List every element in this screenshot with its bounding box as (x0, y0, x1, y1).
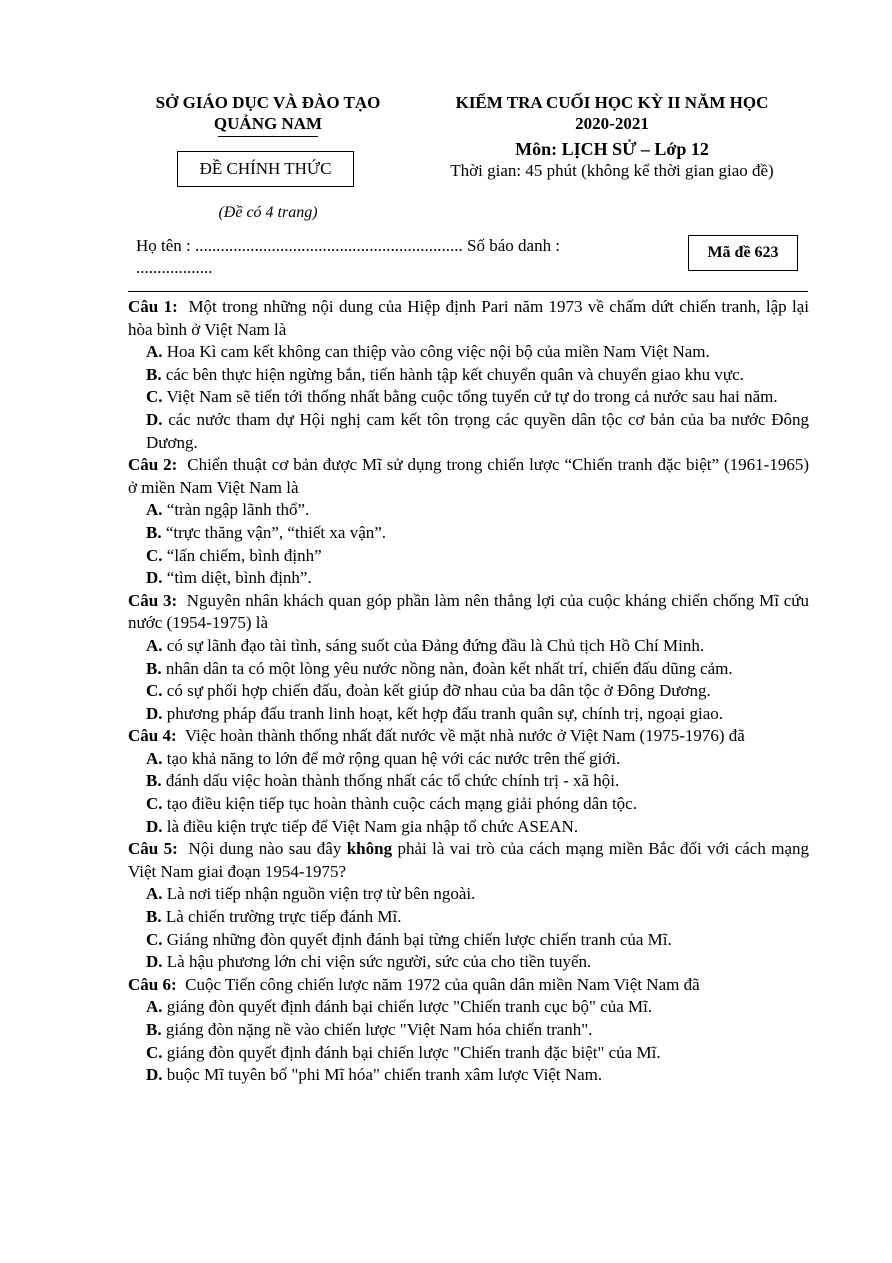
question-emphasis: không (346, 839, 393, 859)
option-c (128, 680, 809, 703)
department-header (128, 92, 408, 137)
question-2 (128, 454, 809, 590)
option-b (128, 1019, 809, 1042)
option-letter: A. (146, 748, 163, 768)
question-stem (128, 725, 809, 748)
option-letter: A. (146, 884, 163, 904)
question-text: Chiến thuật cơ bản được Mĩ sử dụng trong chiến lược “Chiến tranh đặc biệt” (1961-1965) ở miền Nam Việt Nam là (128, 455, 809, 497)
question-4 (128, 725, 809, 838)
option-b (128, 906, 809, 929)
question-number: Câu 2: (128, 455, 178, 475)
option-b (128, 522, 809, 545)
option-text: Việt Nam sẽ tiến tới thống nhất bằng cuộc tổng tuyển cử tự do trong cả nước sau hai năm. (166, 387, 778, 407)
question-stem (128, 974, 809, 997)
option-c (128, 545, 809, 568)
option-letter: A. (146, 500, 163, 520)
question-stem (128, 296, 809, 341)
option-text: các bên thực hiện ngừng bắn, tiến hành tập kết chuyển quân và chuyển giao khu vực. (165, 364, 744, 384)
option-text: Là nơi tiếp nhận nguồn viện trợ từ bên ngoài. (166, 884, 476, 904)
question-text: Một trong những nội dung của Hiệp định Pari năm 1973 về chấm dứt chiến tranh, lập lại hòa bình ở Việt Nam là (128, 297, 809, 339)
option-a (128, 883, 809, 906)
question-list (128, 296, 809, 1087)
subject-line: Môn: LỊCH SỬ – Lớp 12 (515, 139, 709, 159)
option-c (128, 1042, 809, 1065)
option-text: giáng đòn quyết định đánh bại chiến lược "Chiến tranh cục bộ" của Mĩ. (166, 997, 653, 1017)
option-text: giáng đòn nặng nề vào chiến lược "Việt Nam hóa chiến tranh". (165, 1020, 593, 1039)
option-c (128, 386, 809, 409)
question-number: Câu 4: (128, 726, 177, 746)
exam-header (412, 92, 812, 181)
student-info (136, 235, 656, 279)
option-letter: D. (146, 703, 163, 723)
province-name: QUẢNG NAM (213, 114, 323, 133)
option-d (128, 816, 809, 839)
option-letter: D. (146, 1065, 163, 1085)
option-a (128, 341, 809, 364)
question-number: Câu 5: (128, 839, 178, 859)
option-letter: C. (146, 545, 163, 565)
option-text: Là chiến trường trực tiếp đánh Mĩ. (165, 907, 402, 927)
question-3 (128, 590, 809, 726)
official-exam-box: ĐỀ CHÍNH THỨC (177, 151, 354, 187)
option-letter: C. (146, 1042, 163, 1062)
option-letter: C. (146, 929, 163, 949)
option-a (128, 635, 809, 658)
option-letter: B. (146, 771, 162, 791)
option-letter: D. (146, 568, 163, 588)
option-d (128, 409, 809, 454)
option-c (128, 929, 809, 952)
school-year: 2020-2021 (575, 114, 649, 133)
option-text: buộc Mĩ tuyên bố "phi Mĩ hóa" chiến tranh xâm lược Việt Nam. (166, 1065, 603, 1085)
option-d (128, 703, 809, 726)
question-1 (128, 296, 809, 454)
question-number: Câu 3: (128, 590, 178, 610)
option-letter: D. (146, 409, 163, 429)
option-text: “lấn chiếm, bình định” (166, 545, 322, 565)
option-text: các nước tham dự Hội nghị cam kết tôn trọng các quyền dân tộc cơ bản của ba nước Đông Dương. (146, 409, 810, 452)
question-stem (128, 454, 809, 499)
name-and-id-field: Họ tên : ............................................................... Số báo danh : (136, 236, 561, 255)
question-text: Nội dung nào sau đây (188, 839, 347, 859)
header-underline (218, 136, 318, 137)
option-text: “tràn ngập lãnh thổ”. (166, 500, 310, 520)
option-b (128, 364, 809, 387)
option-letter: B. (146, 907, 162, 927)
question-text: Nguyên nhân khách quan góp phần làm nên thắng lợi của cuộc kháng chiến chống Mĩ cứu nước (1954-1975) là (128, 590, 809, 633)
option-letter: A. (146, 997, 163, 1017)
option-text: Là hậu phương lớn chi viện sức người, sức của cho tiền tuyến. (166, 952, 592, 972)
question-number: Câu 1: (128, 297, 178, 316)
option-text: “tìm diệt, bình định”. (166, 568, 312, 588)
option-text: phương pháp đấu tranh linh hoạt, kết hợp đấu tranh quân sự, chính trị, ngoại giao. (166, 703, 723, 723)
option-text: có sự lãnh đạo tài tình, sáng suốt của Đảng đứng đầu là Chủ tịch Hồ Chí Minh. (166, 635, 705, 655)
question-number: Câu 6: (128, 974, 177, 994)
option-a (128, 499, 809, 522)
option-b (128, 658, 809, 681)
option-letter: C. (146, 681, 163, 701)
option-letter: B. (146, 1020, 162, 1039)
option-letter: A. (146, 342, 163, 362)
question-6 (128, 974, 809, 1087)
option-text: nhân dân ta có một lòng yêu nước nồng nàn, đoàn kết nhất trí, chiến đấu dũng cảm. (165, 658, 733, 678)
option-text: tạo khả năng to lớn để mở rộng quan hệ với các nước trên thế giới. (166, 748, 621, 768)
time-limit: Thời gian: 45 phút (không kể thời gian giao đề) (450, 161, 774, 180)
option-c (128, 793, 809, 816)
option-text: tạo điều kiện tiếp tục hoàn thành cuộc cách mạng giải phóng dân tộc. (166, 794, 637, 814)
id-field-continuation: .................. (136, 258, 213, 277)
option-text: giáng đòn quyết định đánh bại chiến lược "Chiến tranh đặc biệt" của Mĩ. (166, 1042, 661, 1062)
option-letter: B. (146, 364, 162, 384)
option-a (128, 996, 809, 1019)
question-stem (128, 590, 809, 635)
option-text: Giáng những đòn quyết định đánh bại từng chiến lược chiến tranh của Mĩ. (166, 929, 672, 949)
department-name: SỞ GIÁO DỤC VÀ ĐÀO TẠO (155, 93, 381, 112)
question-text: Việc hoàn thành thống nhất đất nước về mặt nhà nước ở Việt Nam (1975-1976) đã (184, 726, 745, 746)
option-letter: C. (146, 387, 163, 407)
exam-title: KIỂM TRA CUỐI HỌC KỲ II NĂM HỌC (455, 93, 769, 112)
question-stem (128, 838, 809, 883)
option-d (128, 1064, 809, 1087)
option-d (128, 951, 809, 974)
option-a (128, 748, 809, 771)
option-letter: D. (146, 952, 163, 972)
option-text: là điều kiện trực tiếp để Việt Nam gia nhập tổ chức ASEAN. (166, 816, 579, 836)
question-5 (128, 838, 809, 974)
header-divider (128, 291, 808, 292)
option-d (128, 567, 809, 590)
exam-code-box: Mã đề 623 (688, 235, 798, 271)
question-text-continued: phải là vai trò của cách mạng miền Bắc đối với cách mạng Việt Nam giai đoạn 1954-1975? (128, 839, 809, 881)
question-text: Cuộc Tiến công chiến lược năm 1972 của quân dân miền Nam Việt Nam đã (185, 974, 700, 994)
option-text: đánh dấu việc hoàn thành thống nhất các tổ chức chính trị - xã hội. (165, 771, 620, 791)
option-letter: C. (146, 794, 163, 814)
option-letter: A. (146, 635, 163, 655)
option-letter: B. (146, 658, 162, 678)
option-letter: D. (146, 816, 163, 836)
option-letter: B. (146, 522, 162, 542)
option-text: “trực thăng vận”, “thiết xa vận”. (165, 522, 387, 542)
option-b (128, 770, 809, 793)
option-text: Hoa Kì cam kết không can thiệp vào công việc nội bộ của miền Nam Việt Nam. (166, 342, 710, 362)
option-text: có sự phối hợp chiến đấu, đoàn kết giúp đỡ nhau của ba dân tộc ở Đông Dương. (166, 681, 711, 701)
page-count-note: (Đề có 4 trang) (218, 204, 318, 221)
